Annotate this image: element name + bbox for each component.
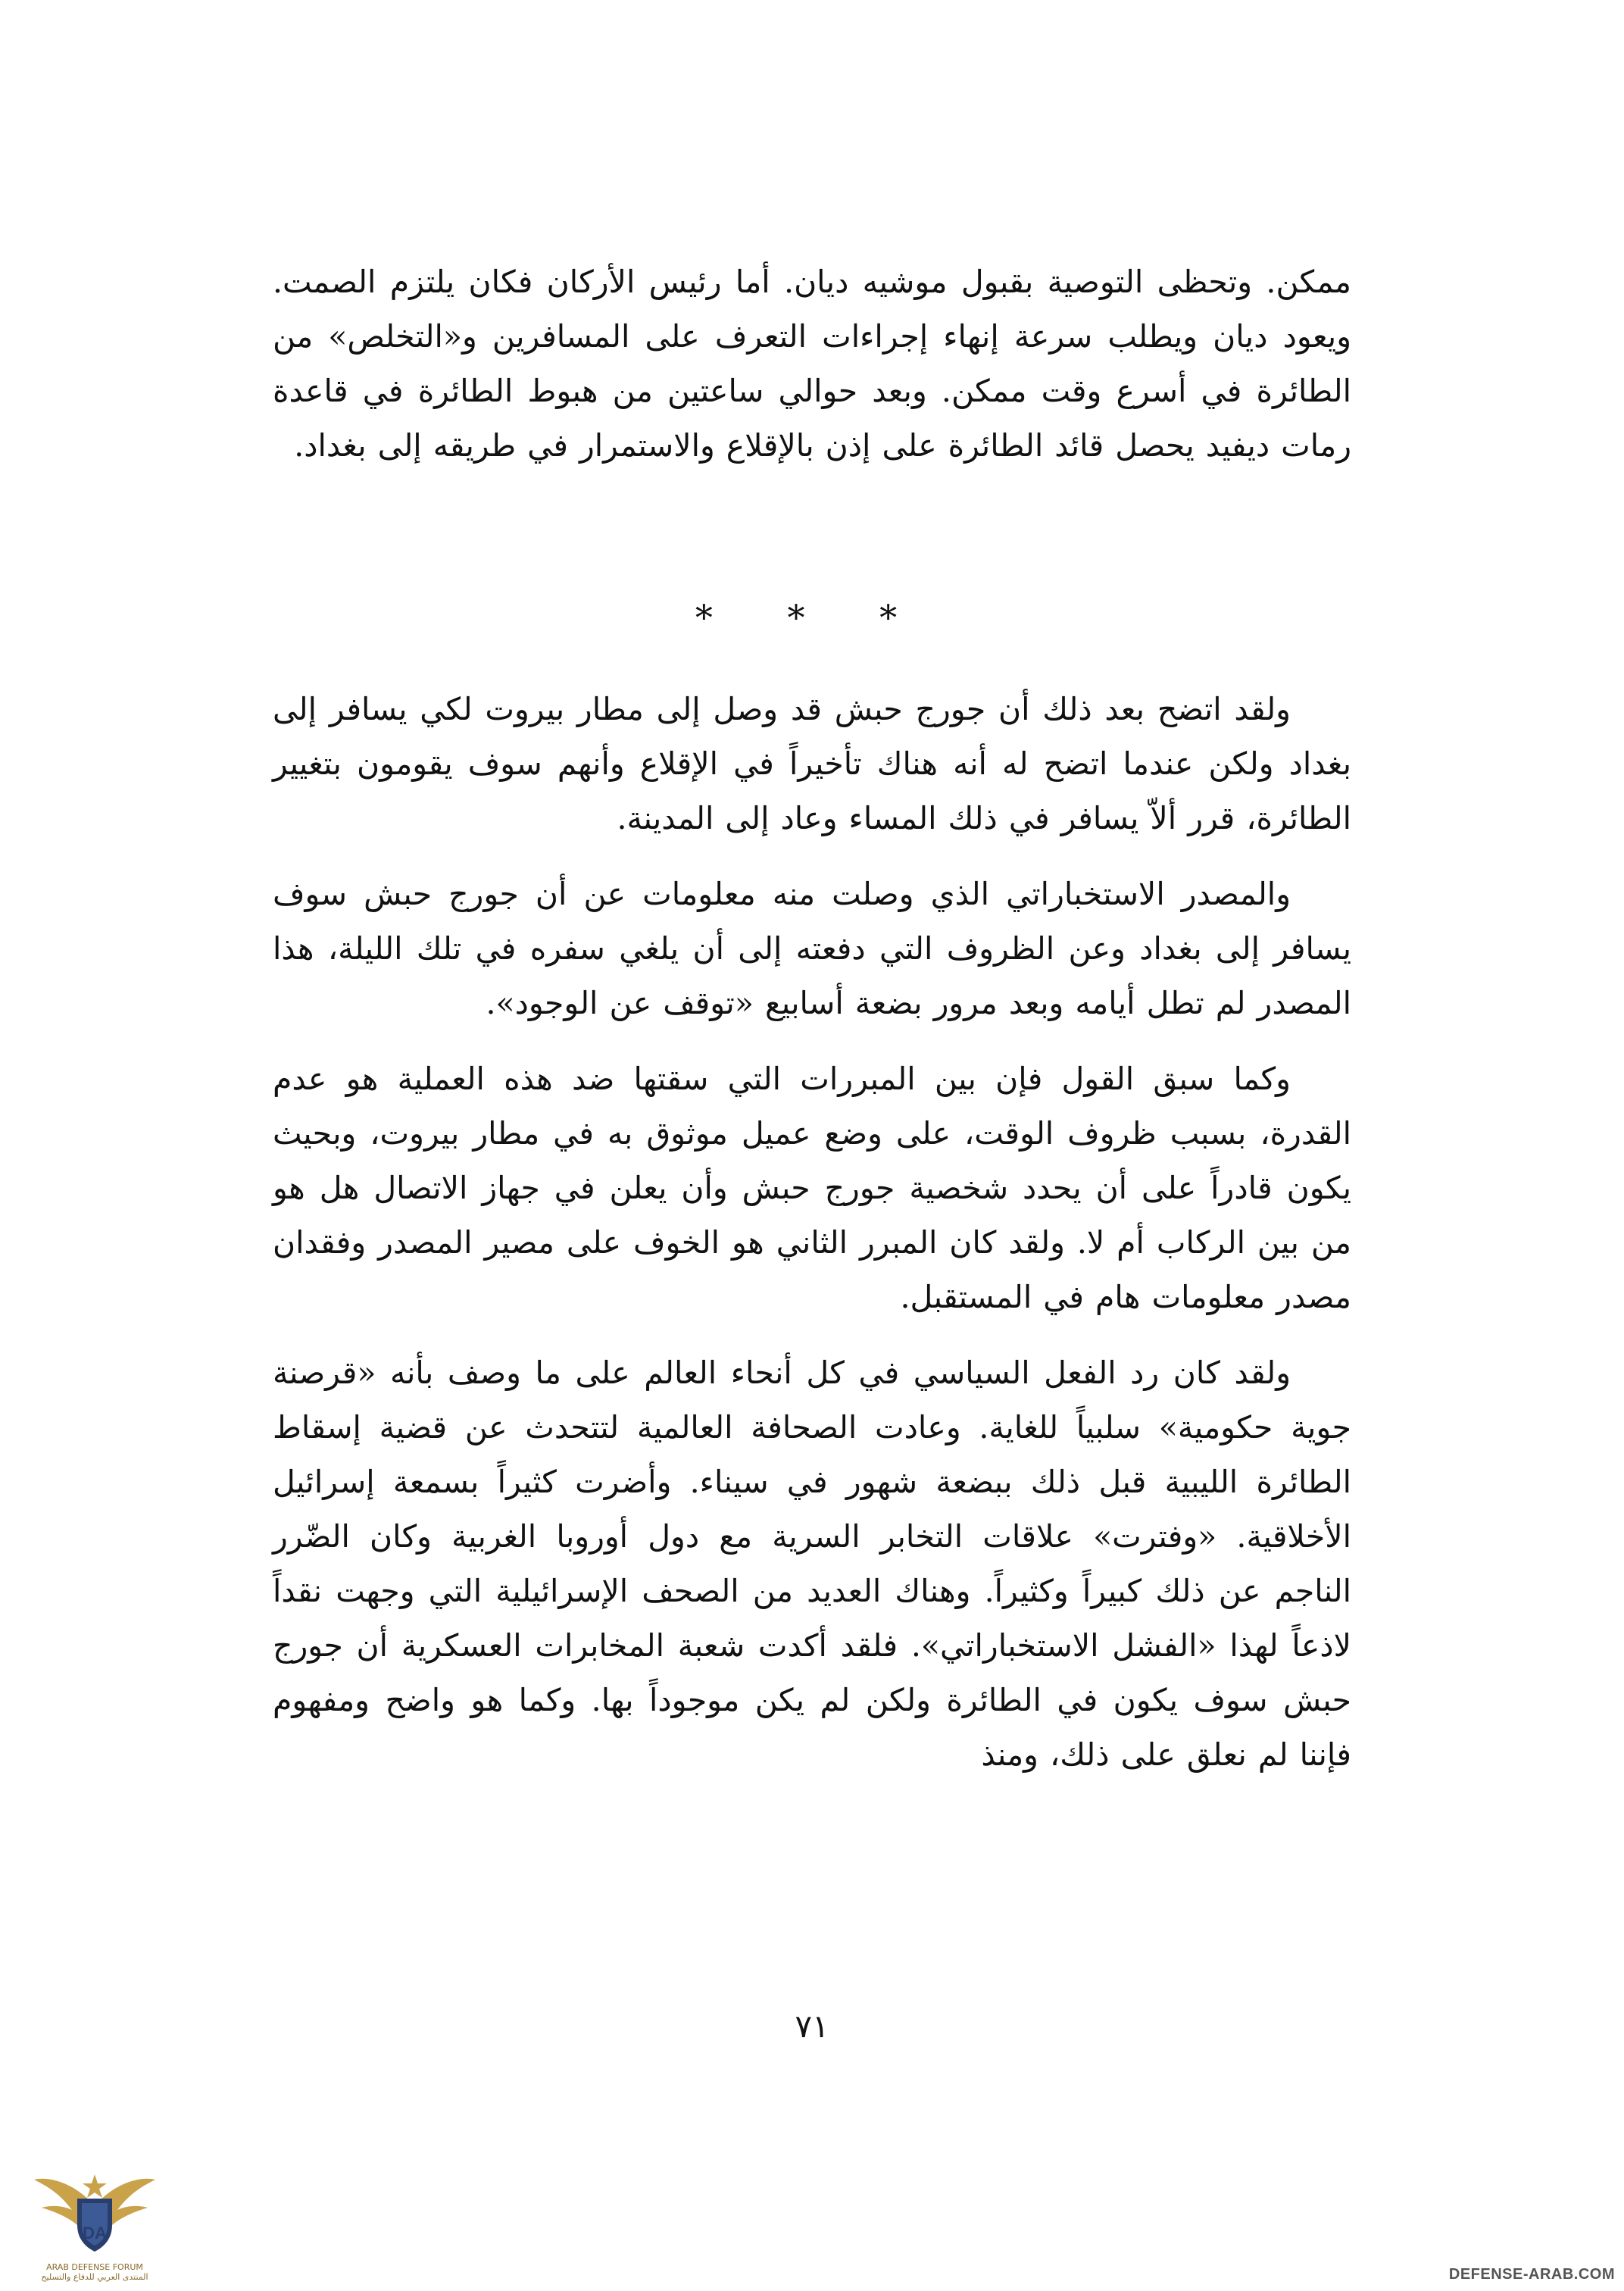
paragraph: ممكن. وتحظى التوصية بقبول موشيه ديان. أما رئيس الأركان فكان يلتزم الصمت. ويعود ديان ويطلب سرعة إنهاء إجراءات التعرف على المسافرين و«التخلص» من الطائرة في أسرع وقت ممكن. وبعد حوالي ساعتين من هبوط الطائرة في قاعدة رمات ديفيد يحصل قائد الطائرة على إذن بالإقلاع والاستمرار في طريقه إلى بغداد.: [273, 264, 1351, 464]
logo-caption: [23, 2262, 167, 2282]
paragraph: ولقد اتضح بعد ذلك أن جورج حبش قد وصل إلى مطار بيروت لكي يسافر إلى بغداد ولكن عندما اتضح له أنه هناك تأخيراً في الإقلاع وأنهم سوف يقومون بتغيير الطائرة، قرر ألاّ يسافر في ذلك المساء وعاد إلى المدينة.: [273, 691, 1351, 836]
paragraph: وكما سبق القول فإن بين المبررات التي سقتها ضد هذه العملية هو عدم القدرة، بسبب ظروف الوقت، على وضع عميل موثوق به في مطار بيروت، وبحيث يكون قادراً على أن يحدد شخصية جورج حبش وأن يعلن في جهاز الاتصال هل هو من بين الركاب أم لا. ولقد كان المبرر الثاني هو الخوف على مصير المصدر وفقدان مصدر معلومات هام في المستقبل.: [273, 1061, 1351, 1315]
logo-abbreviation: DA: [83, 2224, 107, 2243]
logo-caption-en: ARAB DEFENSE FORUM: [46, 2262, 143, 2272]
text-block-top: [273, 255, 1351, 473]
text-block-bottom: [273, 682, 1351, 1782]
logo-caption-ar: المنتدى العربي للدفاع والتسليح: [41, 2272, 148, 2282]
paragraph: ولقد كان رد الفعل السياسي في كل أنحاء العالم على ما وصف بأنه «قرصنة جوية حكومية» سلبياً للغاية. وعادت الصحافة العالمية لتتحدث عن قضية إسقاط الطائرة الليبية قبل ذلك ببضعة شهور في سيناء. وأضرت كثيراً بسمعة إسرائيل الأخلاقية. «وفترت» علاقات التخابر السرية مع دول أوروبا الغربية وكان الضّرر الناجم عن ذلك كبيراً وكثيراً. وهناك العديد من الصحف الإسرائيلية التي وجهت نقداً لاذعاً لهذا «الفشل الاستخباراتي». فلقد أكدت شعبة المخابرات العسكرية أن جورج حبش سوف يكون في الطائرة ولكن لم يكن موجوداً بها. وكما هو واضح ومفهوم فإننا لم نعلق على ذلك، ومنذ: [273, 1355, 1351, 1773]
site-watermark: DEFENSE-ARAB.COM: [1448, 2266, 1615, 2283]
page-number: ٧١: [795, 2008, 829, 2045]
section-separator: * * *: [695, 597, 929, 638]
paragraph: والمصدر الاستخباراتي الذي وصلت منه معلومات عن أن جورج حبش سوف يسافر إلى بغداد وعن الظروف التي دفعته إلى أن يلغي سفره في تلك الليلة، هذا المصدر لم تطل أيامه وبعد مرور بضعة أسابيع «توقف عن الوجود».: [273, 876, 1351, 1021]
